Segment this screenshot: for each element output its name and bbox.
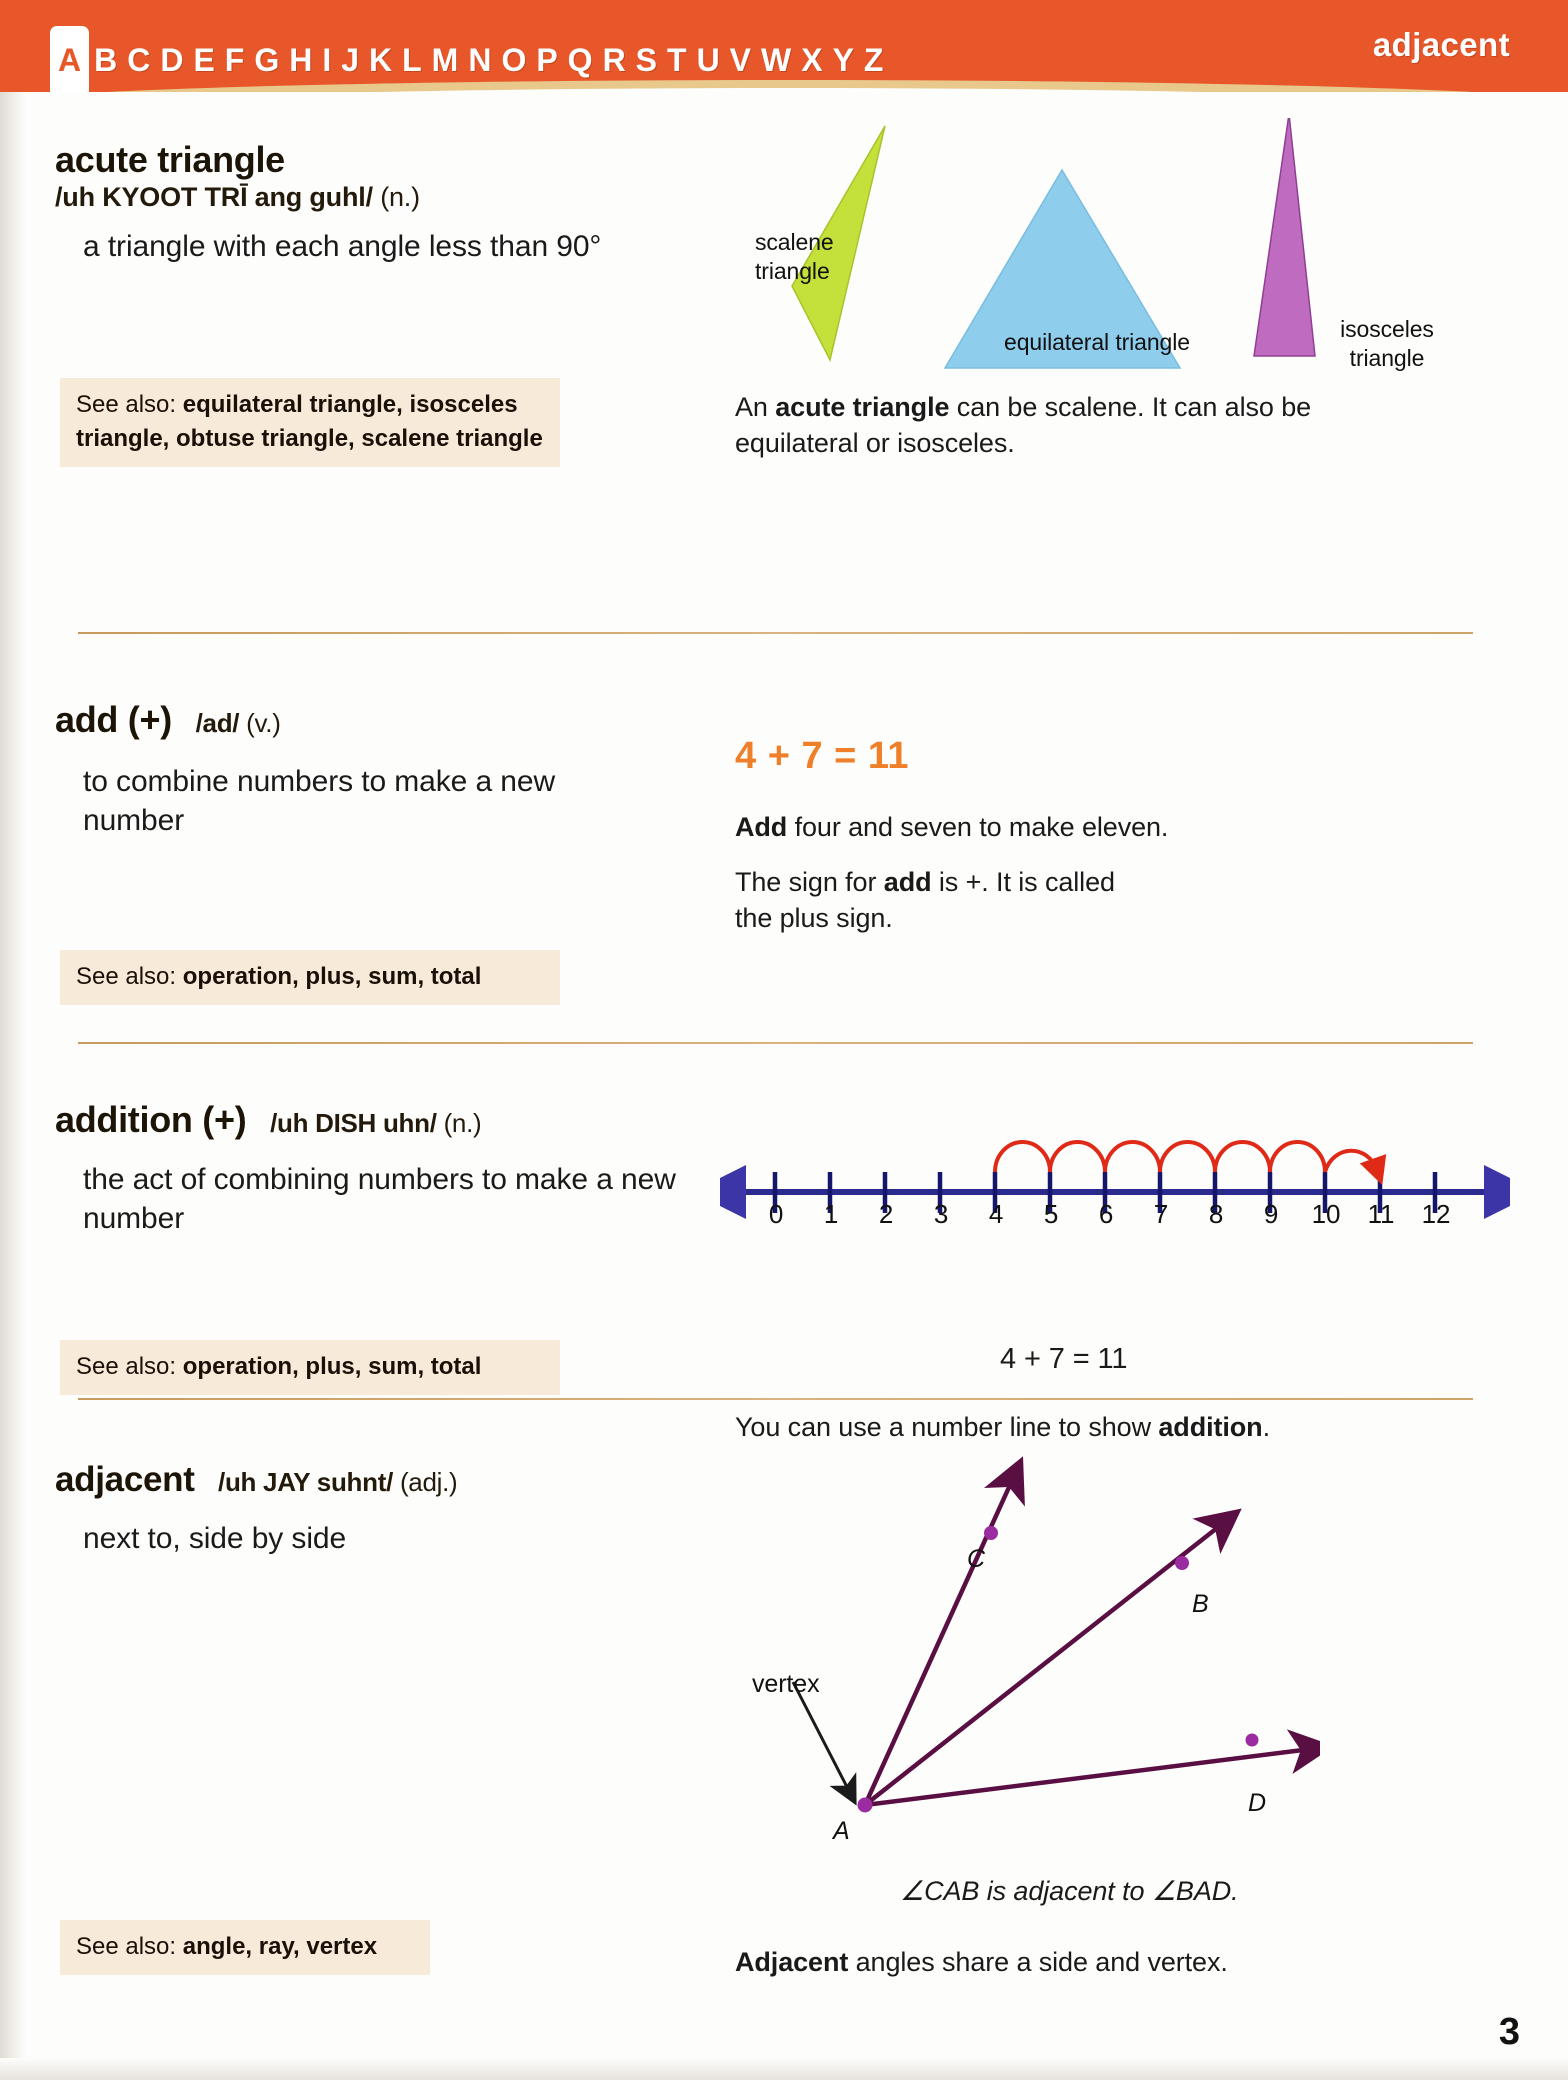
see-also-terms[interactable]: operation, plus, sum, total — [182, 1353, 482, 1380]
tick-label-8: 8 — [1208, 1199, 1224, 1229]
see-also-terms[interactable]: angle, ray, vertex — [182, 1933, 378, 1960]
see-also-box-addition[interactable] — [60, 1340, 560, 1395]
pronunciation-text: /ad/ — [195, 708, 240, 738]
tick-label-0: 0 — [768, 1199, 784, 1229]
alphabet-letter-m[interactable]: M — [431, 42, 459, 78]
page-number: 3 — [1498, 2011, 1520, 2053]
see-also-box-add[interactable] — [60, 950, 560, 1005]
point-c-dot — [984, 1526, 998, 1540]
alphabet-letter-h[interactable]: H — [289, 42, 313, 78]
alphabet-letter-k[interactable]: K — [369, 42, 393, 78]
part-of-speech: (adj.) — [399, 1467, 458, 1497]
see-also-box-acute-triangle[interactable] — [60, 378, 560, 467]
alphabet-letter-a[interactable]: A — [50, 44, 89, 76]
label-point-a: A — [833, 1817, 850, 1845]
definition-addition: the act of combining numbers to make a new number — [83, 1163, 676, 1236]
entry-divider-2 — [78, 1042, 1473, 1044]
alphabet-letter-o[interactable]: O — [501, 42, 527, 78]
pronunciation-acute-triangle — [55, 182, 675, 213]
alphabet-letter-e[interactable]: E — [193, 42, 215, 78]
alphabet-letter-w[interactable]: W — [761, 42, 792, 78]
alphabet-letter-z[interactable]: Z — [863, 42, 884, 78]
alphabet-letter-b[interactable]: B — [94, 42, 118, 78]
headword-addition-text: addition (+) — [55, 1099, 247, 1140]
number-line-hops — [995, 1142, 1377, 1172]
see-also-label: See also: — [76, 391, 177, 418]
tick-label-2: 2 — [878, 1199, 894, 1229]
pronunciation-add — [196, 708, 281, 738]
see-also-label: See also: — [76, 963, 177, 990]
caption-add-1: Add four and seven to make eleven. — [735, 812, 1169, 842]
see-also-terms[interactable]: equilateral triangle, isosceles triangle, obtuse triangle, scalene triangle — [76, 391, 543, 453]
tick-label-3: 3 — [933, 1199, 949, 1229]
entry-adjacent-text-column — [55, 1460, 675, 1558]
part-of-speech: (v.) — [246, 708, 281, 738]
label-point-b: B — [1192, 1590, 1209, 1618]
headword-addition — [55, 1100, 675, 1140]
page-bottom-shading — [0, 2058, 1568, 2080]
definition-add: to combine numbers to make a new number — [83, 765, 556, 838]
label-scalene-line1: scalene — [755, 229, 834, 255]
point-a-dot — [858, 1798, 873, 1813]
label-scalene-triangle — [755, 228, 834, 287]
alphabet-letter-i[interactable]: I — [322, 42, 332, 78]
caption-adjacent-angles-relation: ∠CAB is adjacent to ∠BAD. — [900, 1876, 1239, 1906]
definition-adjacent: next to, side by side — [83, 1522, 347, 1556]
figure-number-line — [720, 1090, 1510, 1270]
alphabet-letter-d[interactable]: D — [160, 42, 184, 78]
see-also-terms[interactable]: operation, plus, sum, total — [182, 963, 482, 990]
definition-acute-triangle: a triangle with each angle less than 90° — [83, 230, 602, 264]
part-of-speech: (n.) — [380, 182, 420, 213]
see-also-label: See also: — [76, 1933, 177, 1960]
entry-add-text-column — [55, 700, 675, 840]
pronunciation-text: /uh JAY suhnt/ — [218, 1467, 393, 1497]
label-point-c: C — [967, 1545, 985, 1573]
tick-label-5: 5 — [1043, 1199, 1059, 1229]
adjacent-angles-svg — [700, 1430, 1320, 1850]
see-also-label: See also: — [76, 1353, 177, 1380]
headword-add-text: add (+) — [55, 699, 172, 740]
alphabet-letter-t[interactable]: T — [667, 42, 687, 78]
header-curve-decoration — [0, 88, 1568, 92]
tick-label-6: 6 — [1098, 1199, 1114, 1229]
alphabet-letter-r[interactable]: R — [602, 42, 626, 78]
alphabet-letter-u[interactable]: U — [696, 42, 720, 78]
alphabet-index[interactable] — [50, 18, 888, 76]
headword-adjacent-text: adjacent — [55, 1460, 195, 1499]
caption-add-2: The sign for add is +. It is called the plus sign. — [735, 867, 1115, 933]
tick-label-11: 11 — [1367, 1199, 1395, 1229]
alphabet-letter-l[interactable]: L — [402, 42, 422, 78]
part-of-speech: (n.) — [443, 1108, 482, 1138]
tick-label-4: 4 — [988, 1199, 1004, 1229]
isosceles-triangle-shape — [1254, 118, 1315, 356]
equation-addition-below: 4 + 7 = 11 — [1000, 1343, 1128, 1375]
entry-divider-3 — [78, 1398, 1473, 1400]
caption-adjacent: Adjacent angles share a side and vertex. — [735, 1947, 1228, 1977]
equation-add: 4 + 7 = 11 — [735, 735, 910, 777]
alphabet-letter-n[interactable]: N — [468, 42, 492, 78]
label-isosceles-line2: triangle — [1349, 345, 1425, 372]
label-isosceles-triangle — [1327, 315, 1447, 374]
caption-acute-triangle: An acute triangle can be scalene. It can also be equilateral or isosceles. — [735, 392, 1312, 458]
label-equilateral-triangle: equilateral triangle — [1004, 329, 1190, 355]
alphabet-letter-s[interactable]: S — [635, 42, 658, 78]
caption-addition: You can use a number line to show addition. — [735, 1412, 1270, 1442]
headword-acute-triangle: acute triangle — [55, 139, 285, 180]
label-vertex: vertex — [752, 1670, 820, 1698]
number-line-svg — [720, 1090, 1510, 1270]
entry-acute-triangle-text-column — [55, 140, 675, 266]
tick-label-9: 9 — [1263, 1199, 1279, 1229]
alphabet-letter-g[interactable]: G — [254, 42, 280, 78]
entry-divider-1 — [78, 632, 1473, 634]
point-d-dot — [1246, 1734, 1259, 1747]
pronunciation-text: /uh DISH uhn/ — [270, 1108, 437, 1138]
alphabet-letter-v[interactable]: V — [729, 42, 752, 78]
alphabet-letter-f[interactable]: F — [224, 42, 245, 78]
headword-add — [55, 700, 675, 740]
alphabet-letter-c[interactable]: C — [127, 42, 151, 78]
label-scalene-line2: triangle — [755, 258, 830, 285]
figure-adjacent-angles — [700, 1430, 1320, 1850]
page-spine-shading — [0, 0, 26, 2080]
alphabet-letter-y[interactable]: Y — [832, 42, 854, 78]
alphabet-letter-x[interactable]: X — [801, 42, 823, 78]
label-isosceles-line1: isosceles — [1340, 316, 1434, 342]
pronunciation-text: /uh KYOOT TRĪ ang guhl/ — [55, 182, 373, 213]
alphabet-letter-q[interactable]: Q — [567, 42, 593, 78]
see-also-box-adjacent[interactable] — [60, 1920, 430, 1975]
label-point-d: D — [1248, 1789, 1266, 1817]
alphabet-letter-j[interactable]: J — [341, 42, 360, 78]
tick-label-7: 7 — [1153, 1199, 1169, 1229]
pronunciation-adjacent — [218, 1467, 457, 1497]
alphabet-letter-p[interactable]: P — [536, 42, 558, 78]
headword-adjacent — [55, 1460, 675, 1499]
ray-ab — [865, 1528, 1217, 1805]
running-head: adjacent — [1372, 26, 1510, 63]
entry-addition-text-column — [55, 1100, 675, 1238]
point-b-dot — [1175, 1556, 1189, 1570]
tick-label-12: 12 — [1421, 1199, 1451, 1229]
tick-label-1: 1 — [823, 1199, 839, 1229]
pronunciation-addition — [270, 1108, 481, 1138]
number-line-labels — [720, 1198, 1510, 1238]
tick-label-10: 10 — [1311, 1199, 1341, 1229]
ray-ad — [865, 1750, 1303, 1805]
page-header-band — [0, 0, 1568, 92]
